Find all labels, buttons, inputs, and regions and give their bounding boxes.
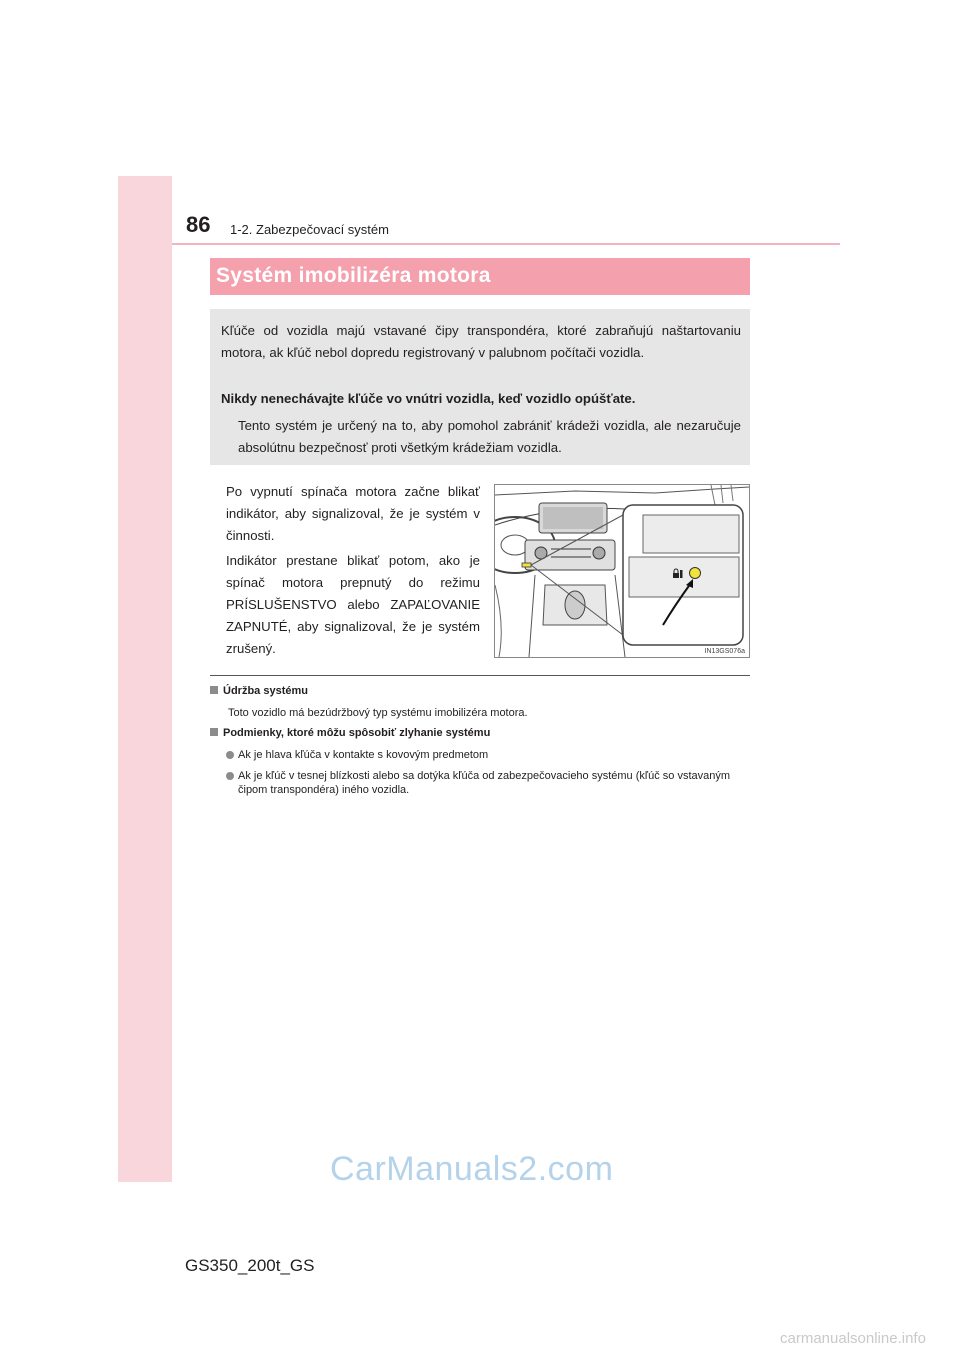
body-paragraph-cancel: Indikátor prestane blikať potom, ako je spínač motora prepnutý do režimu PRÍSLUŠENSTVO alebo ZAPAĽOVANIE ZAPNUTÉ, aby signalizoval, že je systém zrušený.: [226, 553, 480, 656]
info-paragraph-keys: Kľúče od vozidla majú vstavané čipy transpondéra, ktoré zabraňujú naštartovaniu motora, ak kľúč nebol dopredu registrovaný v palubnom počítači vozidla.: [221, 323, 741, 360]
bullet-text: Ak je hlava kľúča v kontakte s kovovým predmetom: [238, 749, 489, 761]
bullet-text: Ak je kľúč v tesnej blízkosti alebo sa dotýka kľúča od zabezpečovacieho systému (kľúč so vstavaným čipom transpondéra) iného vozidla.: [238, 770, 731, 796]
corner-watermark: carmanualsonline.info: [780, 1330, 926, 1347]
model-code: GS350_200t_GS: [185, 1256, 315, 1275]
note-title-conditions: Podmienky, ktoré môžu spôsobiť zlyhanie systému: [223, 727, 491, 739]
note-heading-conditions: [210, 727, 490, 739]
figure-code: IN13GS076a: [704, 648, 745, 655]
square-bullet-icon: [210, 728, 218, 736]
list-item: [226, 748, 750, 762]
section-title: Systém imobilizéra motora: [216, 264, 491, 287]
note-title-maintenance: Údržba systému: [223, 685, 308, 697]
page-number: 86: [186, 212, 211, 237]
section-title-bar: [210, 258, 750, 295]
dashboard-illustration: [494, 484, 750, 658]
info-paragraph-disclaimer: Tento systém je určený na to, aby pomohol zabrániť krádeži vozidla, ale nezaručuje absolútnu bezpečnosť proti všetkým krádežiam vozidla.: [238, 418, 741, 455]
note-text-maintenance: Toto vozidlo má bezúdržbový typ systému imobilizéra motora.: [228, 707, 528, 719]
body-paragraph-activation: Po vypnutí spínača motora začne blikať indikátor, aby signalizoval, že je systém v činnosti.: [226, 484, 480, 543]
list-item: [226, 769, 750, 797]
note-heading-maintenance: [210, 685, 308, 697]
watermark[interactable]: CarManuals2.com: [330, 1150, 614, 1188]
dashboard-drawing: [495, 485, 749, 657]
square-bullet-icon: [210, 686, 218, 694]
circle-bullet-icon: [226, 751, 234, 759]
chapter-sidebar: [118, 176, 172, 1182]
info-paragraph-warning: Nikdy nenechávajte kľúče vo vnútri vozidla, keď vozidlo opúšťate.: [221, 391, 636, 406]
section-rule: [210, 675, 750, 676]
chapter-title: 1-2. Zabezpečovací systém: [230, 222, 389, 237]
info-box: [210, 309, 750, 465]
circle-bullet-icon: [226, 772, 234, 780]
header-rule: [172, 243, 840, 245]
